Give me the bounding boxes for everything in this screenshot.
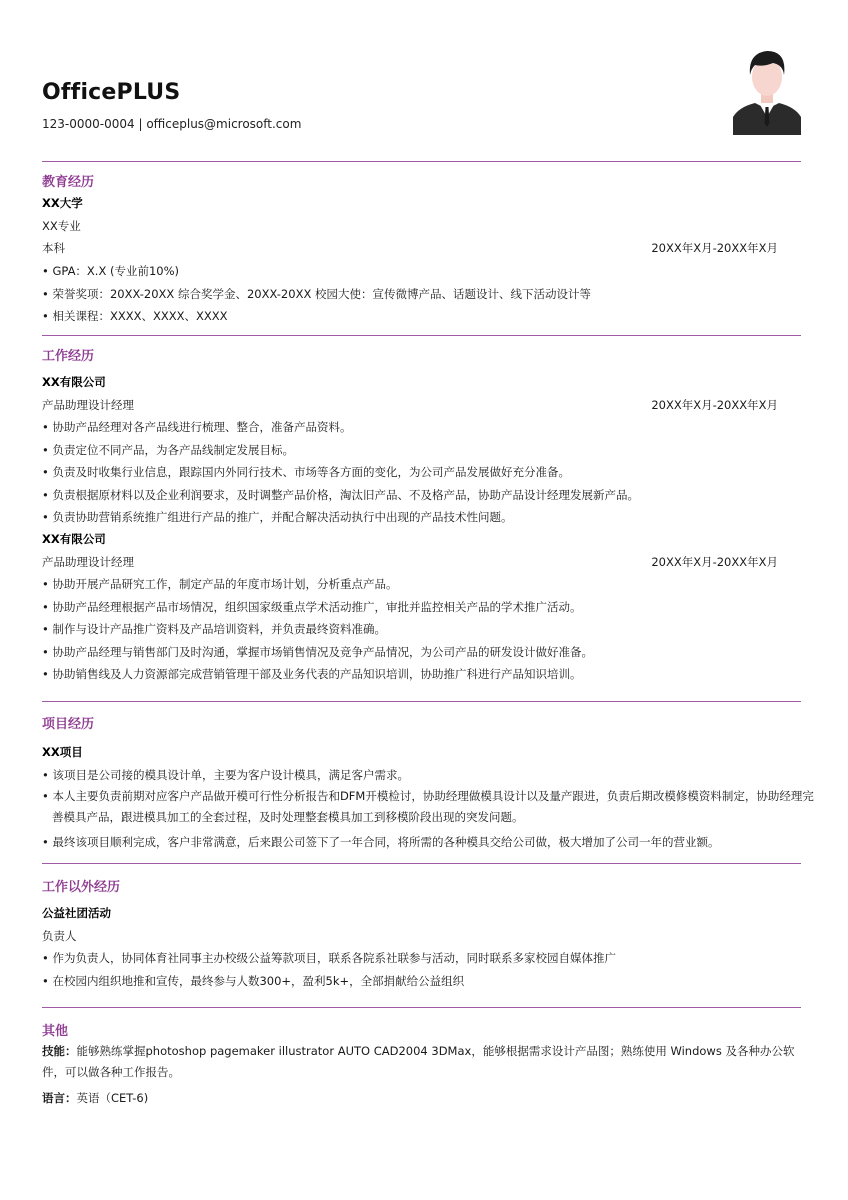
candidate-name: OfficePLUS — [42, 80, 181, 105]
skills-text: 能够熟练掌握photoshop pagemaker illustrator AUTO CAD2004 3DMax，能够根据需求设计产品图；熟练使用 Windows 及各种办公软件，可以做各种工作报告。 — [42, 1044, 795, 1079]
job-date: 20XX年X月-20XX年X月 — [651, 398, 778, 412]
job-bullet: • 负责及时收集行业信息，跟踪国内外同行技术、市场等各方面的变化，为公司产品发展做好充分准备。 — [42, 464, 570, 480]
extra-bullet: • 在校园内组织地推和宣传，最终参与人数300+，盈利5k+，全部捐献给公益组织 — [42, 973, 464, 989]
language-line — [42, 1090, 148, 1106]
job-bullet: • 协助产品经理对各产品线进行梳理、整合，准备产品资料。 — [42, 419, 351, 435]
language-text: 英语（CET-6) — [76, 1091, 149, 1105]
projects-title: 项目经历 — [42, 717, 95, 732]
extra-title: 工作以外经历 — [42, 880, 121, 895]
extra-org: 公益社团活动 — [42, 906, 111, 920]
language-label: 语言： — [42, 1091, 77, 1105]
project-bullet: • 本人主要负责前期对应客户产品做开模可行性分析报告和DFM开模检讨，协助经理做模具设计以及量产跟进，负责后期改模修模资料制定，协助经理完善模具产品，跟进模具加工的全套过程，及时处理整套模具加工到移模阶段出现的突发问题。 — [42, 786, 814, 828]
job-bullet: • 协助产品经理根据产品市场情况，组织国家级重点学术活动推广，审批并监控相关产品的学术推广活动。 — [42, 599, 581, 615]
contact-info: 123-0000-0004 | officeplus@microsoft.com — [42, 117, 302, 131]
job-company: XX有限公司 — [42, 532, 106, 546]
work-title: 工作经历 — [42, 349, 95, 364]
education-bullet: • 相关课程：XXXX、XXXX、XXXX — [42, 308, 228, 324]
section-divider — [42, 335, 801, 336]
education-degree: 本科 — [42, 241, 65, 255]
extra-bullet: • 作为负责人，协同体育社同事主办校级公益筹款项目，联系各院系社联参与活动，同时联系多家校园自媒体推广 — [42, 950, 616, 966]
job-bullet: • 制作与设计产品推广资料及产品培训资料，并负责最终资料准确。 — [42, 621, 386, 637]
education-school: XX大学 — [42, 196, 83, 210]
other-title: 其他 — [42, 1024, 69, 1039]
job-bullet: • 负责协助营销系统推广组进行产品的推广，并配合解决活动执行中出现的产品技术性问题。 — [42, 509, 512, 525]
job-date: 20XX年X月-20XX年X月 — [651, 555, 778, 569]
job-bullet: • 协助产品经理与销售部门及时沟通，掌握市场销售情况及竞争产品情况，为公司产品的研发设计做好准备。 — [42, 644, 593, 660]
job-bullet: • 协助销售线及人力资源部完成营销管理干部及业务代表的产品知识培训，协助推广科进行产品知识培训。 — [42, 666, 581, 682]
education-bullet: • GPA：X.X (专业前10%) — [42, 263, 179, 279]
education-date: 20XX年X月-20XX年X月 — [651, 241, 778, 255]
section-divider — [42, 863, 801, 864]
job-role: 产品助理设计经理 — [42, 555, 134, 569]
project-bullet: • 最终该项目顺利完成，客户非常满意，后来跟公司签下了一年合同，将所需的各种模具交给公司做，极大增加了公司一年的营业额。 — [42, 834, 719, 850]
project-bullet: • 该项目是公司接的模具设计单，主要为客户设计模具，满足客户需求。 — [42, 767, 409, 783]
education-bullet: • 荣誉奖项：20XX-20XX 综合奖学金、20XX-20XX 校园大使：宣传微博产品、话题设计、线下活动设计等 — [42, 286, 591, 302]
section-divider — [42, 1007, 801, 1008]
education-title: 教育经历 — [42, 175, 95, 190]
job-role: 产品助理设计经理 — [42, 398, 134, 412]
project-name: XX项目 — [42, 745, 83, 759]
section-divider — [42, 161, 801, 162]
job-bullet: • 负责根据原材料以及企业利润要求，及时调整产品价格，淘汰旧产品、不及格产品，协助产品设计经理发展新产品。 — [42, 487, 639, 503]
job-bullet: • 协助开展产品研究工作，制定产品的年度市场计划，分析重点产品。 — [42, 576, 397, 592]
job-company: XX有限公司 — [42, 375, 106, 389]
skills-label: 技能： — [42, 1044, 77, 1058]
avatar — [733, 45, 801, 135]
job-bullet: • 负责定位不同产品，为各产品线制定发展目标。 — [42, 442, 294, 458]
education-major: XX专业 — [42, 219, 81, 233]
skills-line — [42, 1041, 804, 1083]
section-divider — [42, 701, 801, 702]
extra-role: 负责人 — [42, 929, 77, 943]
